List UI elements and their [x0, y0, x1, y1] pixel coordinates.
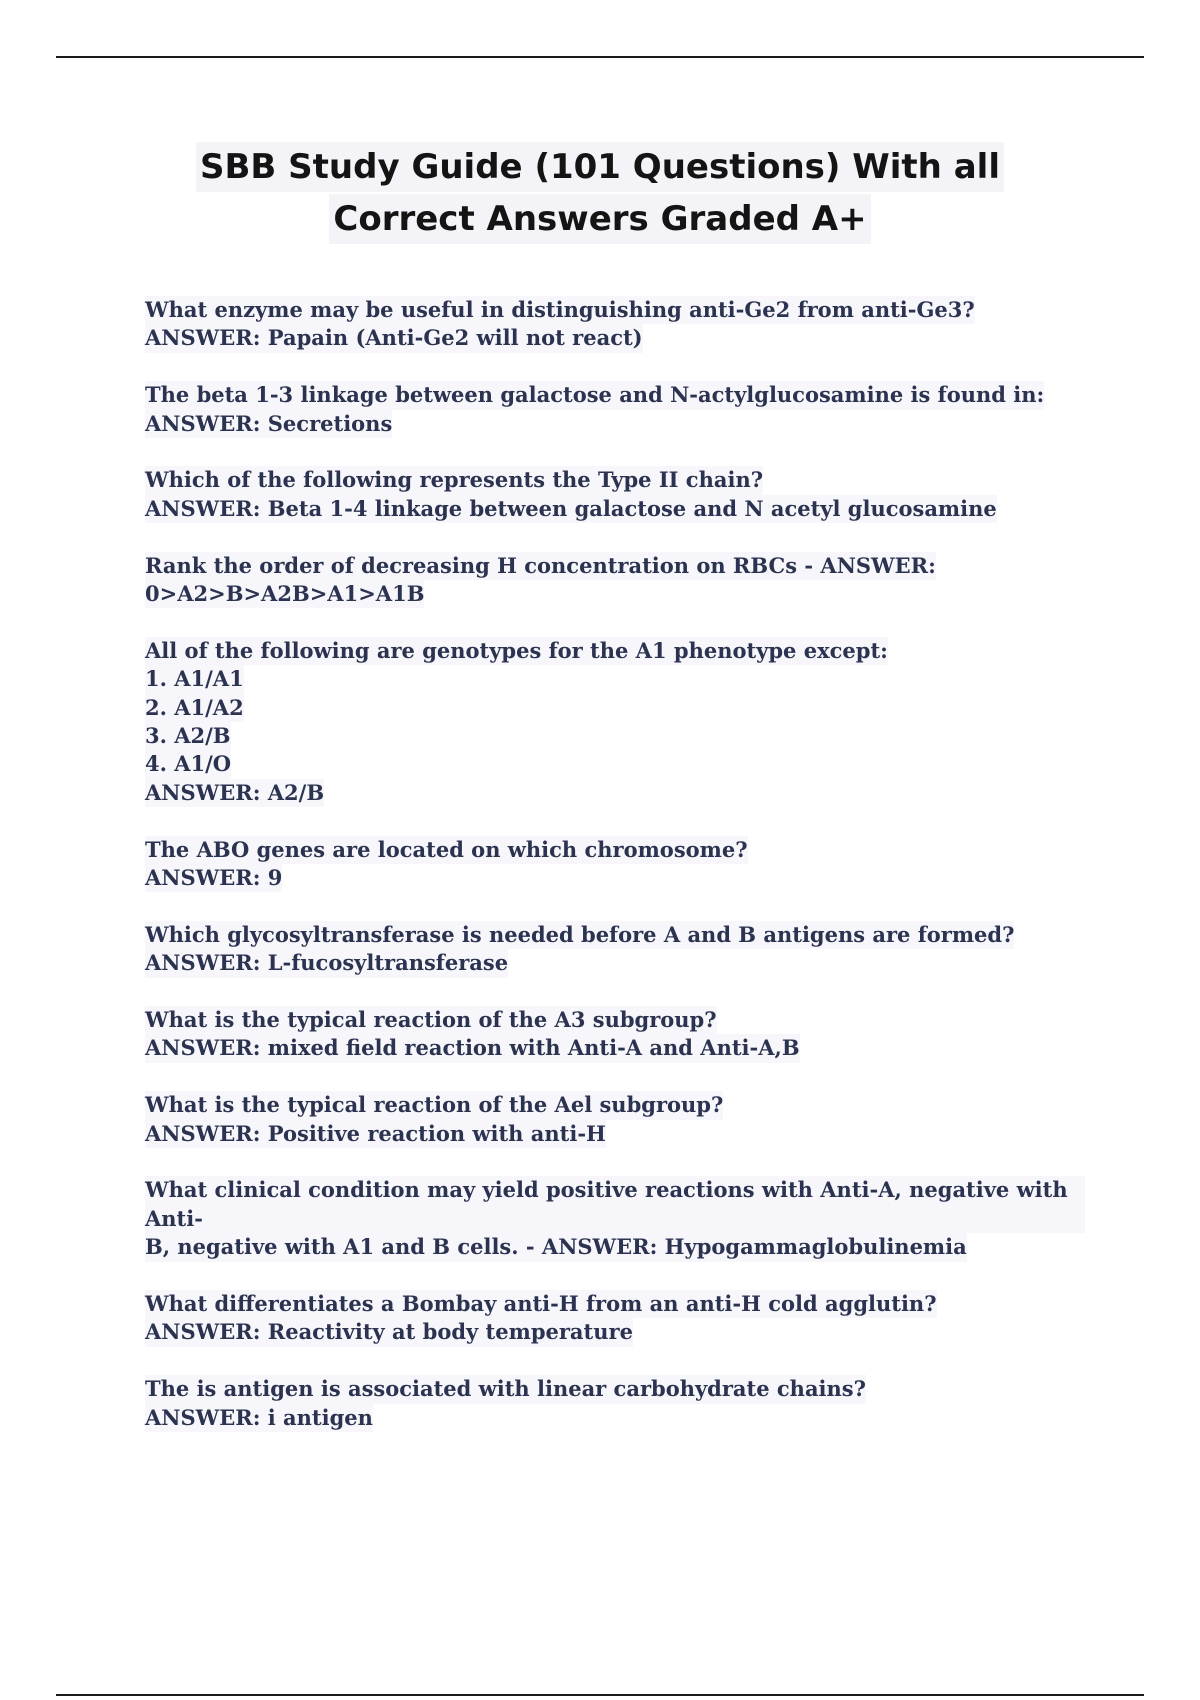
question-text: What clinical condition may yield positive reactions with Anti-A, negative with Anti-	[145, 1176, 1085, 1233]
question-text: The is antigen is associated with linear carbohydrate chains?	[145, 1375, 866, 1403]
qa-item	[145, 552, 1085, 609]
option-text: 1. A1/A1	[145, 665, 244, 693]
qa-item	[145, 921, 1085, 978]
question-text: The beta 1-3 linkage between galactose and N-actylglucosamine is found in:	[145, 381, 1044, 409]
answer-text: ANSWER: mixed field reaction with Anti-A and Anti-A,B	[145, 1034, 800, 1062]
document-title	[0, 142, 1200, 246]
top-rule	[56, 56, 1144, 58]
question-text: What is the typical reaction of the Ael subgroup?	[145, 1091, 723, 1119]
title-line-1: SBB Study Guide (101 Questions) With all	[196, 142, 1004, 192]
answer-text: ANSWER: Positive reaction with anti-H	[145, 1120, 606, 1148]
question-text: Rank the order of decreasing H concentration on RBCs - ANSWER:	[145, 552, 936, 580]
qa-item	[145, 1375, 1085, 1432]
qa-item	[145, 1176, 1085, 1261]
option-text: 4. A1/O	[145, 750, 231, 778]
qa-list	[145, 296, 1085, 1460]
qa-item	[145, 466, 1085, 523]
option-text: 2. A1/A2	[145, 694, 244, 722]
bottom-rule	[56, 1694, 1144, 1696]
answer-text: ANSWER: Reactivity at body temperature	[145, 1318, 633, 1346]
title-line-2: Correct Answers Graded A+	[329, 194, 870, 244]
answer-text: ANSWER: i antigen	[145, 1404, 373, 1432]
qa-item	[145, 637, 1085, 807]
option-text: 3. A2/B	[145, 722, 231, 750]
qa-item	[145, 1290, 1085, 1347]
question-text: What is the typical reaction of the A3 subgroup?	[145, 1006, 717, 1034]
question-text: What enzyme may be useful in distinguishing anti-Ge2 from anti-Ge3?	[145, 296, 975, 324]
answer-text: ANSWER: Secretions	[145, 410, 392, 438]
question-text: What differentiates a Bombay anti-H from an anti-H cold agglutin?	[145, 1290, 937, 1318]
qa-item	[145, 1091, 1085, 1148]
answer-text: ANSWER: A2/B	[145, 779, 324, 807]
qa-item	[145, 836, 1085, 893]
answer-text: ANSWER: 9	[145, 864, 282, 892]
answer-text: 0>A2>B>A2B>A1>A1B	[145, 580, 424, 608]
question-text: All of the following are genotypes for the A1 phenotype except:	[145, 637, 888, 665]
qa-item	[145, 1006, 1085, 1063]
answer-text: ANSWER: Beta 1-4 linkage between galactose and N acetyl glucosamine	[145, 495, 997, 523]
answer-text: B, negative with A1 and B cells. - ANSWER: Hypogammaglobulinemia	[145, 1233, 967, 1261]
answer-text: ANSWER: L-fucosyltransferase	[145, 949, 508, 977]
question-text: Which glycosyltransferase is needed before A and B antigens are formed?	[145, 921, 1014, 949]
question-text: Which of the following represents the Type II chain?	[145, 466, 763, 494]
qa-item	[145, 296, 1085, 353]
answer-text: ANSWER: Papain (Anti-Ge2 will not react)	[145, 324, 643, 352]
question-text: The ABO genes are located on which chromosome?	[145, 836, 748, 864]
qa-item	[145, 381, 1085, 438]
